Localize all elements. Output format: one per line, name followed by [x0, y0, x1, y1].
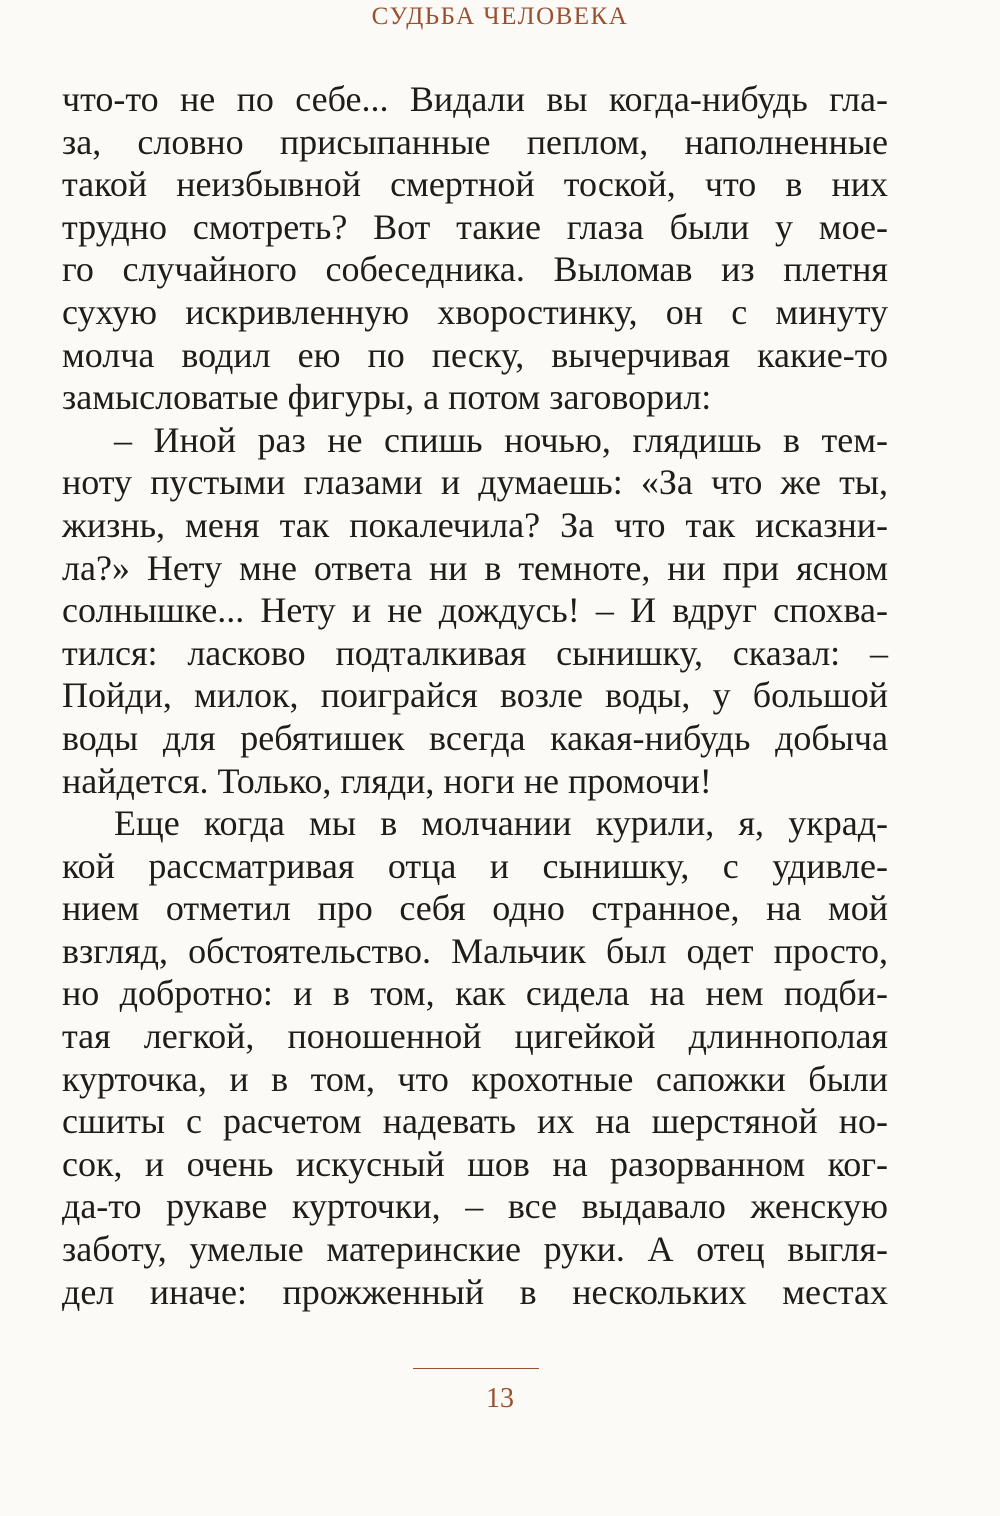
text-line: солнышке... Нету и не дождусь! – И вдруг спохва-	[62, 590, 888, 631]
text-line: кой рассматривая отца и сынишку, с удивле-	[62, 845, 888, 886]
text-line: ла?» Нету мне ответа ни в темноте, ни при ясном	[62, 547, 888, 588]
text-line: трудно смотреть? Вот такие глаза были у мое-	[62, 206, 888, 247]
text-line: – Иной раз не спишь ночью, глядишь в тем-	[114, 419, 888, 460]
text-line: воды для ребятишек всегда какая-нибудь добыча	[62, 717, 888, 758]
text-line: но добротно: и в том, как сидела на нем подби-	[62, 973, 888, 1014]
body-text	[62, 78, 888, 1313]
running-title: СУДЬБА ЧЕЛОВЕКА	[371, 3, 629, 30]
text-line: тился: ласково подталкивая сынишку, сказал: –	[62, 632, 888, 673]
text-line: сок, и очень искусный шов на разорванном ког-	[62, 1143, 888, 1184]
text-line: тая легкой, поношенной цигейкой длиннополая	[62, 1016, 888, 1057]
text-line: сухую искривленную хворостинку, он с минуту	[62, 291, 888, 332]
text-line: молча водил ею по песку, вычерчивая какие-то	[62, 334, 888, 375]
text-line: заботу, умелые материнские руки. А отец выгля-	[62, 1229, 888, 1270]
text-line: курточка, и в том, что крохотные сапожки были	[62, 1058, 888, 1099]
text-line: сшиты с расчетом надевать их на шерстяной но-	[62, 1101, 888, 1142]
text-line: что-то не по себе... Видали вы когда-нибудь гла-	[62, 79, 888, 119]
text-line: жизнь, меня так покалечила? За что так исказни-	[62, 504, 888, 545]
page-number: 13	[486, 1383, 514, 1414]
text-line: ноту пустыми глазами и думаешь: «За что же ты,	[62, 462, 888, 503]
folio-rule	[413, 1368, 539, 1369]
text-line: да-то рукаве курточки, – все выдавало женскую	[62, 1186, 888, 1227]
text-line: такой неизбывной смертной тоской, что в них	[62, 164, 888, 205]
text-line: го случайного собеседника. Выломав из плетня	[62, 249, 888, 290]
text-line: найдется. Только, гляди, ноги не промочи!	[62, 760, 712, 801]
text-line: замысловатые фигуры, а потом заговорил:	[62, 377, 712, 418]
text-line: за, словно присыпанные пеплом, наполненные	[62, 121, 888, 162]
text-line: Пойди, милок, поиграйся возле воды, у большой	[62, 675, 888, 716]
text-line: Еще когда мы в молчании курили, я, украд-	[114, 803, 888, 844]
text-line: нием отметил про себя одно странное, на мой	[62, 888, 888, 929]
text-line: дел иначе: прожженный в нескольких местах	[62, 1271, 888, 1312]
text-line: взгляд, обстоятельство. Мальчик был одет просто,	[62, 930, 888, 971]
